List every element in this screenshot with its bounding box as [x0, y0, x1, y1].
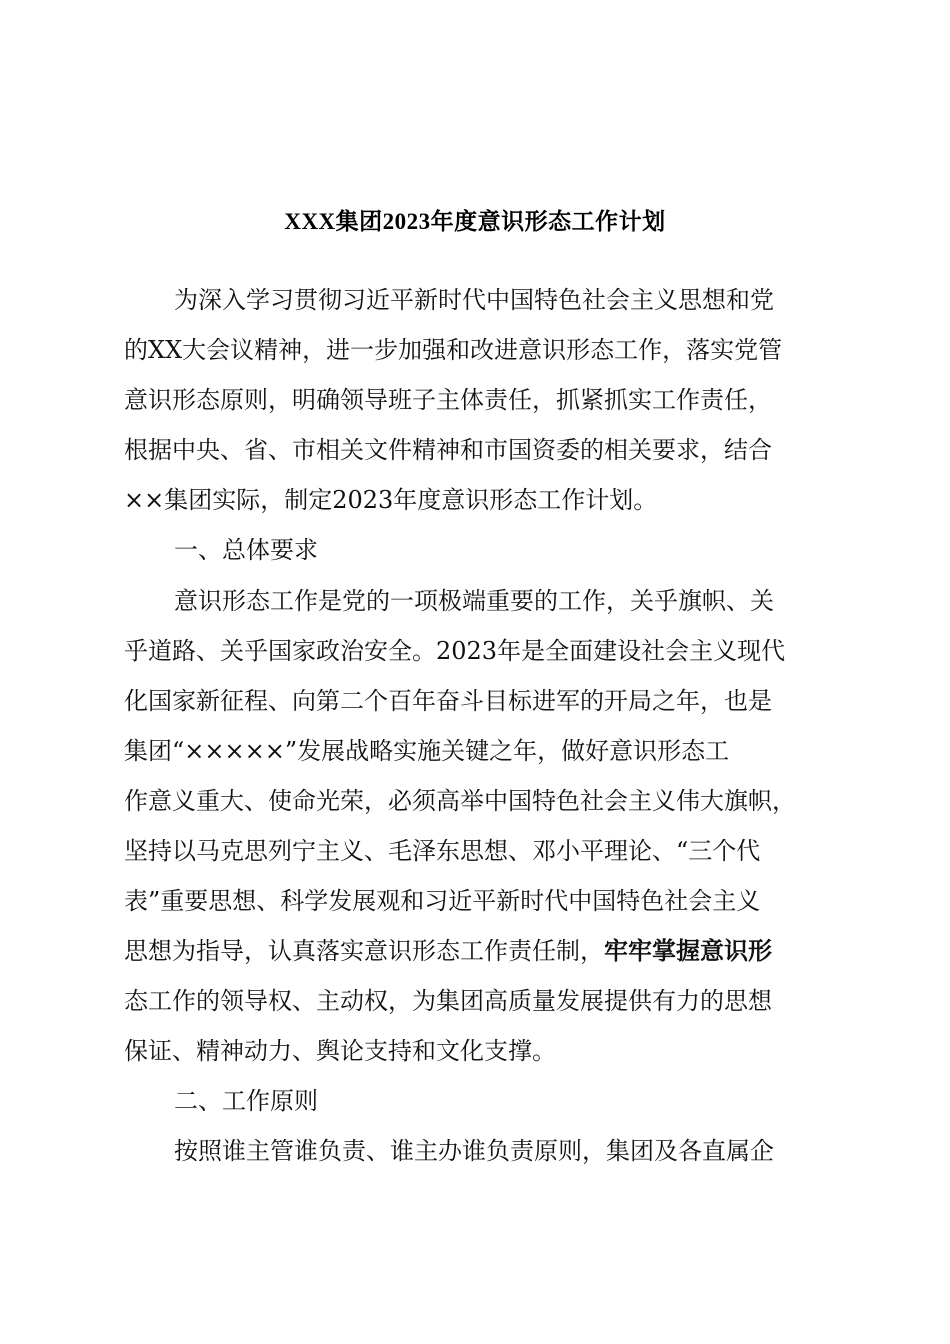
paragraph-line: 化国家新征程、向第二个百年奋斗目标进军的开局之年，也是: [124, 687, 772, 715]
paragraph-line: 的XX大会议精神，进一步加强和改进意识形态工作，落实党管: [124, 336, 783, 364]
paragraph-line: 根据中央、省、市相关文件精神和市国资委的相关要求，结合: [124, 436, 772, 464]
paragraph-line: 态工作的领导权、主动权，为集团高质量发展提供有力的思想: [124, 987, 772, 1015]
paragraph-line-with-bold: [124, 927, 772, 975]
paragraph-line: 意识形态原则，明确领导班子主体责任，抓紧抓实工作责任，: [124, 386, 772, 414]
paragraph-line: ××集团实际，制定2023年度意识形态工作计划。: [124, 486, 658, 514]
paragraph-line: 按照谁主管谁负责、谁主办谁负责原则，集团及各直属企: [174, 1137, 774, 1165]
section-heading: 一、总体要求: [174, 536, 318, 564]
paragraph-line-text: 思想为指导，认真落实意识形态工作责任制，: [124, 937, 604, 965]
bold-emphasis-text: 牢牢掌握意识形: [604, 937, 772, 965]
paragraph-line: 为深入学习贯彻习近平新时代中国特色社会主义思想和党: [174, 286, 774, 314]
paragraph-line: 作意义重大、使命光荣，必须高举中国特色社会主义伟大旗帜，: [124, 787, 796, 815]
paragraph-line: 集团“×××××”发展战略实施关键之年，做好意识形态工: [124, 737, 730, 765]
section-heading: 二、工作原则: [174, 1087, 318, 1115]
document-title: XXX集团2023年度意识形态工作计划: [284, 209, 666, 234]
paragraph-line: 保证、精神动力、舆论支持和文化支撑。: [124, 1037, 556, 1065]
paragraph-line: 表”重要思想、科学发展观和习近平新时代中国特色社会主义: [124, 887, 761, 915]
paragraph-line: 坚持以马克思列宁主义、毛泽东思想、邓小平理论、“三个代: [124, 837, 761, 865]
paragraph-line: 意识形态工作是党的一项极端重要的工作，关乎旗帜、关: [174, 587, 774, 615]
paragraph-line: 乎道路、关乎国家政治安全。2023年是全面建设社会主义现代: [124, 637, 786, 665]
